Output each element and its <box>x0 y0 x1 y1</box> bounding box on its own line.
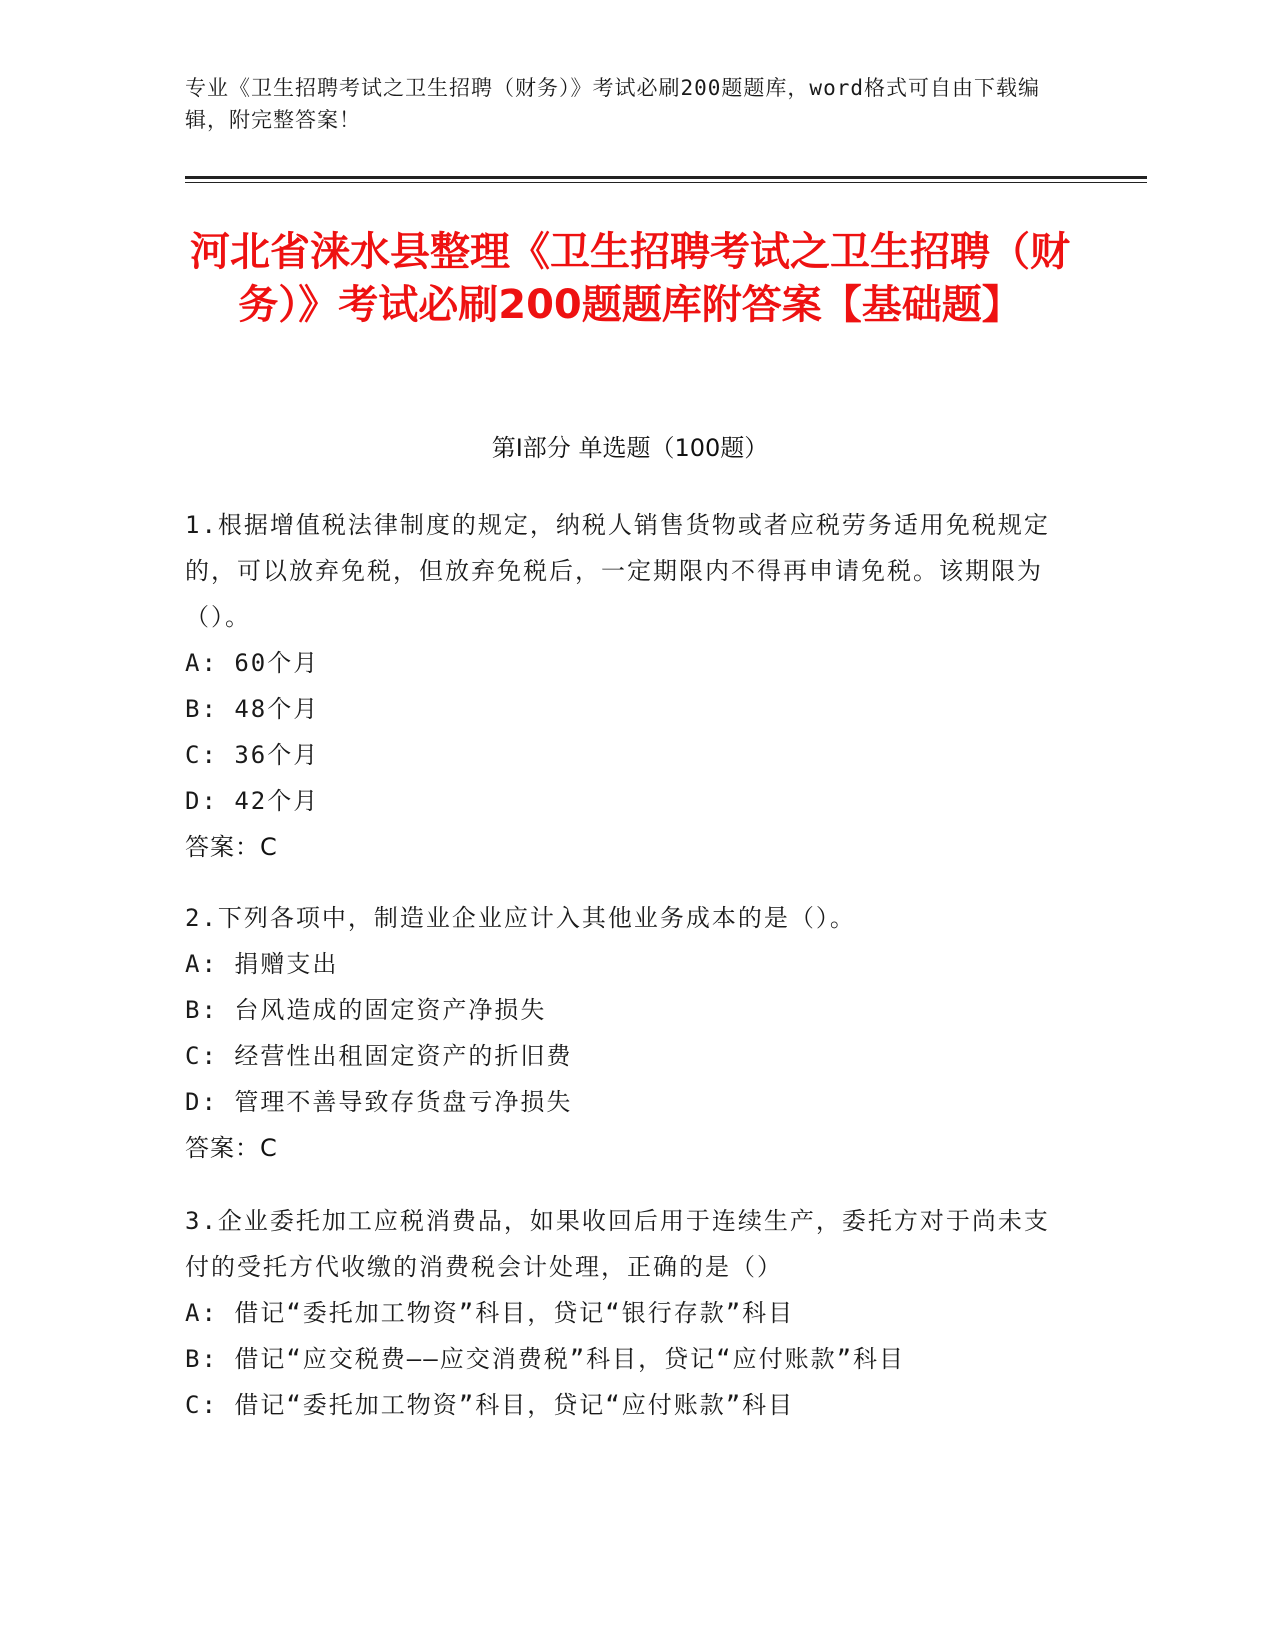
answer: 答案：C <box>185 1134 278 1162</box>
option-b: B: 借记“应交税费——应交消费税”科目，贷记“应付账款”科目 <box>185 1345 906 1373</box>
option-b: B: 台风造成的固定资产净损失 <box>185 996 547 1024</box>
option-d: D: 管理不善导致存货盘亏净损失 <box>185 1088 573 1116</box>
option-d: D: 42个月 <box>185 787 320 815</box>
option-c: C: 36个月 <box>185 741 320 769</box>
question-stem: 1.根据增值税法律制度的规定，纳税人销售货物或者应税劳务适用免税规定的，可以放弃免税，但放弃免税后，一定期限内不得再申请免税。该期限为（）。 <box>185 511 1050 631</box>
document-title: 河北省涞水县整理《卫生招聘考试之卫生招聘（财务）》考试必刷200题题库附答案【基础题】 <box>190 229 1070 328</box>
question-1 <box>185 502 1060 870</box>
option-c: C: 借记“委托加工物资”科目，贷记“应付账款”科目 <box>185 1391 795 1419</box>
option-b: B: 48个月 <box>185 695 320 723</box>
question-stem: 2.下列各项中，制造业企业应计入其他业务成本的是（）。 <box>185 904 856 932</box>
option-a: A: 60个月 <box>185 649 320 677</box>
answer: 答案：C <box>185 833 278 861</box>
question-3 <box>185 1198 1060 1428</box>
header-divider-thick <box>185 176 1147 179</box>
header-note: 专业《卫生招聘考试之卫生招聘（财务）》考试必刷200题题库，word格式可自由下载编辑，附完整答案！ <box>185 76 1040 132</box>
question-2 <box>185 895 1060 1171</box>
option-c: C: 经营性出租固定资产的折旧费 <box>185 1042 573 1070</box>
option-a: A: 捐赠支出 <box>185 950 339 978</box>
section-title: 第I部分 单选题（100题） <box>491 434 769 462</box>
question-stem: 3.企业委托加工应税消费品，如果收回后用于连续生产，委托方对于尚未支付的受托方代收缴的消费税会计处理，正确的是（） <box>185 1207 1050 1281</box>
option-a: A: 借记“委托加工物资”科目，贷记“银行存款”科目 <box>185 1299 795 1327</box>
header-divider-thin <box>185 182 1147 183</box>
